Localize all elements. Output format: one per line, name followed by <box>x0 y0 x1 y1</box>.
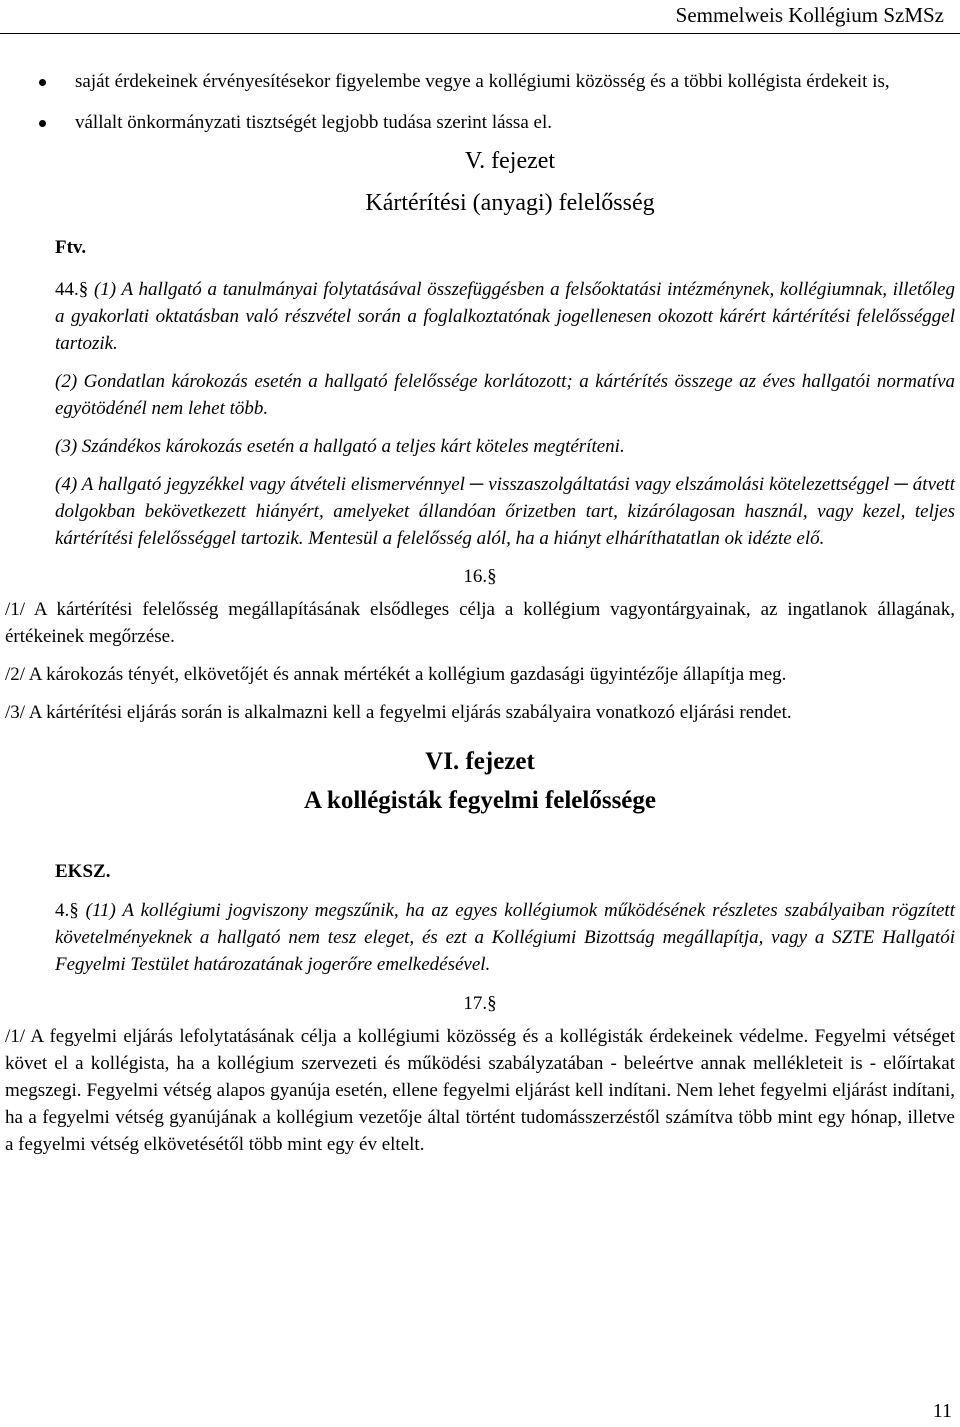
header-title: Semmelweis Kollégium SzMSz <box>675 3 944 27</box>
chapter-title: Kártérítési (anyagi) felelősség <box>365 190 655 216</box>
document-body <box>5 68 955 1169</box>
page-header <box>0 0 960 30</box>
section-16-number <box>5 563 955 590</box>
law-paragraph <box>55 897 955 978</box>
chapter-5-heading <box>5 148 955 268</box>
law-paragraph-2: (2) Gondatlan károkozás esetén a hallgató felelőssége korlátozott; a kártérítés összege az éves hallgatói normatíva egyötödénél nem lehet több. <box>55 371 955 419</box>
paragraph-number: 44. <box>55 279 79 300</box>
section-17-number <box>5 990 955 1017</box>
paragraph-text: (11) A kollégiumi jogviszony megszűnik, ha az egyes kollégiumok működésének részletes szabályaiban rögzített követelményeknek a hallgató nem tesz eleget, és ezt a Kollégiumi Bizottság megállapítja, vagy a SZTE Hallgatói Fegyelmi Testület határozatának jogerőre emelkedésével. <box>55 900 955 975</box>
section-16-paragraph-3: /3/ A kártérítési eljárás során is alkalmazni kell a fegyelmi eljárás szabályaira vonatkozó eljárási rendet. <box>5 702 792 723</box>
law-paragraph-4: (4) A hallgató jegyzékkel vagy átvételi elismervénnyel ─ visszaszolgáltatási vagy elszámolási kötelezettséggel ─ átvett dolgokban bekövetkezett hiányért, amelyeket állandóan őrizetben tart, kizárólagosan használ, vagy kezel, teljes kártérítési felelősséggel tartozik. Mentesül a felelősség alól, ha a hiányt elháríthatatlan ok idézte elő. <box>55 474 955 549</box>
law-quote-ftv44 <box>5 276 955 552</box>
section-number: 17. <box>463 993 488 1014</box>
chapter-6-title: A kollégisták fegyelmi felelőssége <box>303 787 656 814</box>
list-item <box>5 68 955 95</box>
paragraph-text: (1) A hallgató a tanulmányai folytatásával összefüggésben a felsőoktatási intézménynek, kollégiumnak, illetőleg a gyakorlati oktatásban való részvétel során a foglalkoztatónak jogellenesen okozott kárért kártérítési felelősséggel tartozik. <box>55 279 955 354</box>
page-number: 11 <box>932 1400 952 1422</box>
chapter-6-number: VI. fejezet <box>425 748 535 775</box>
section-sign: § <box>487 566 497 587</box>
bullet-text: vállalt önkormányzati tisztségét legjobb tudása szerint lássa el. <box>75 112 552 133</box>
bullet-icon <box>39 120 46 127</box>
law-quote-eksz4 <box>5 897 955 978</box>
paragraph-number: 4. <box>55 900 70 921</box>
section-16-paragraph-1: /1/ A kártérítési felelősség megállapításának elsődleges célja a kollégium vagyontárgyainak, az ingatlanok állagának, értékeinek megőrzése. <box>5 599 955 647</box>
bullet-text: saját érdekeinek érvényesítésekor figyelembe vegye a kollégiumi közösség és a többi kollégista érdekeit is, <box>75 71 890 92</box>
chapter-number: V. fejezet <box>464 148 556 174</box>
section-number: 16. <box>463 566 488 587</box>
list-item <box>5 109 955 136</box>
section-17-paragraph-1: /1/ A fegyelmi eljárás lefolytatásának célja a kollégiumi közösség és a kollégisták érdekeinek védelme. Fegyelmi vétséget követ el a kollégista, ha a kollégium szervezeti és működési szabályzatában - beleértve annak mellékleteit is - előírtakat megszegi. Fegyelmi vétség alapos gyanúja esetén, ellene fegyelmi eljárást kell indítani. Nem lehet fegyelmi eljárást indítani, ha a fegyelmi vétség gyanújának a kollégium vezetője által történt tudomásszerzéstől számítva több mint egy hónap, illetve a fegyelmi vétség elkövetésétől több mint egy év eltelt. <box>5 1026 955 1155</box>
section-sign: § <box>78 279 89 300</box>
section-16-paragraph-2: /2/ A károkozás tényét, elkövetőjét és annak mértékét a kollégium gazdasági ügyintézője állapítja meg. <box>5 664 787 685</box>
section-sign: § <box>487 993 497 1014</box>
law-paragraph-3: (3) Szándékos károkozás esetén a hallgató a teljes kárt köteles megtéríteni. <box>55 436 625 457</box>
bullet-list <box>5 68 955 136</box>
header-rule <box>0 33 960 34</box>
source-label: Ftv. <box>55 237 87 258</box>
section-sign: § <box>69 900 79 921</box>
source-label: EKSZ. <box>55 861 111 882</box>
law-paragraph-1 <box>55 276 955 357</box>
bullet-icon <box>39 79 46 86</box>
